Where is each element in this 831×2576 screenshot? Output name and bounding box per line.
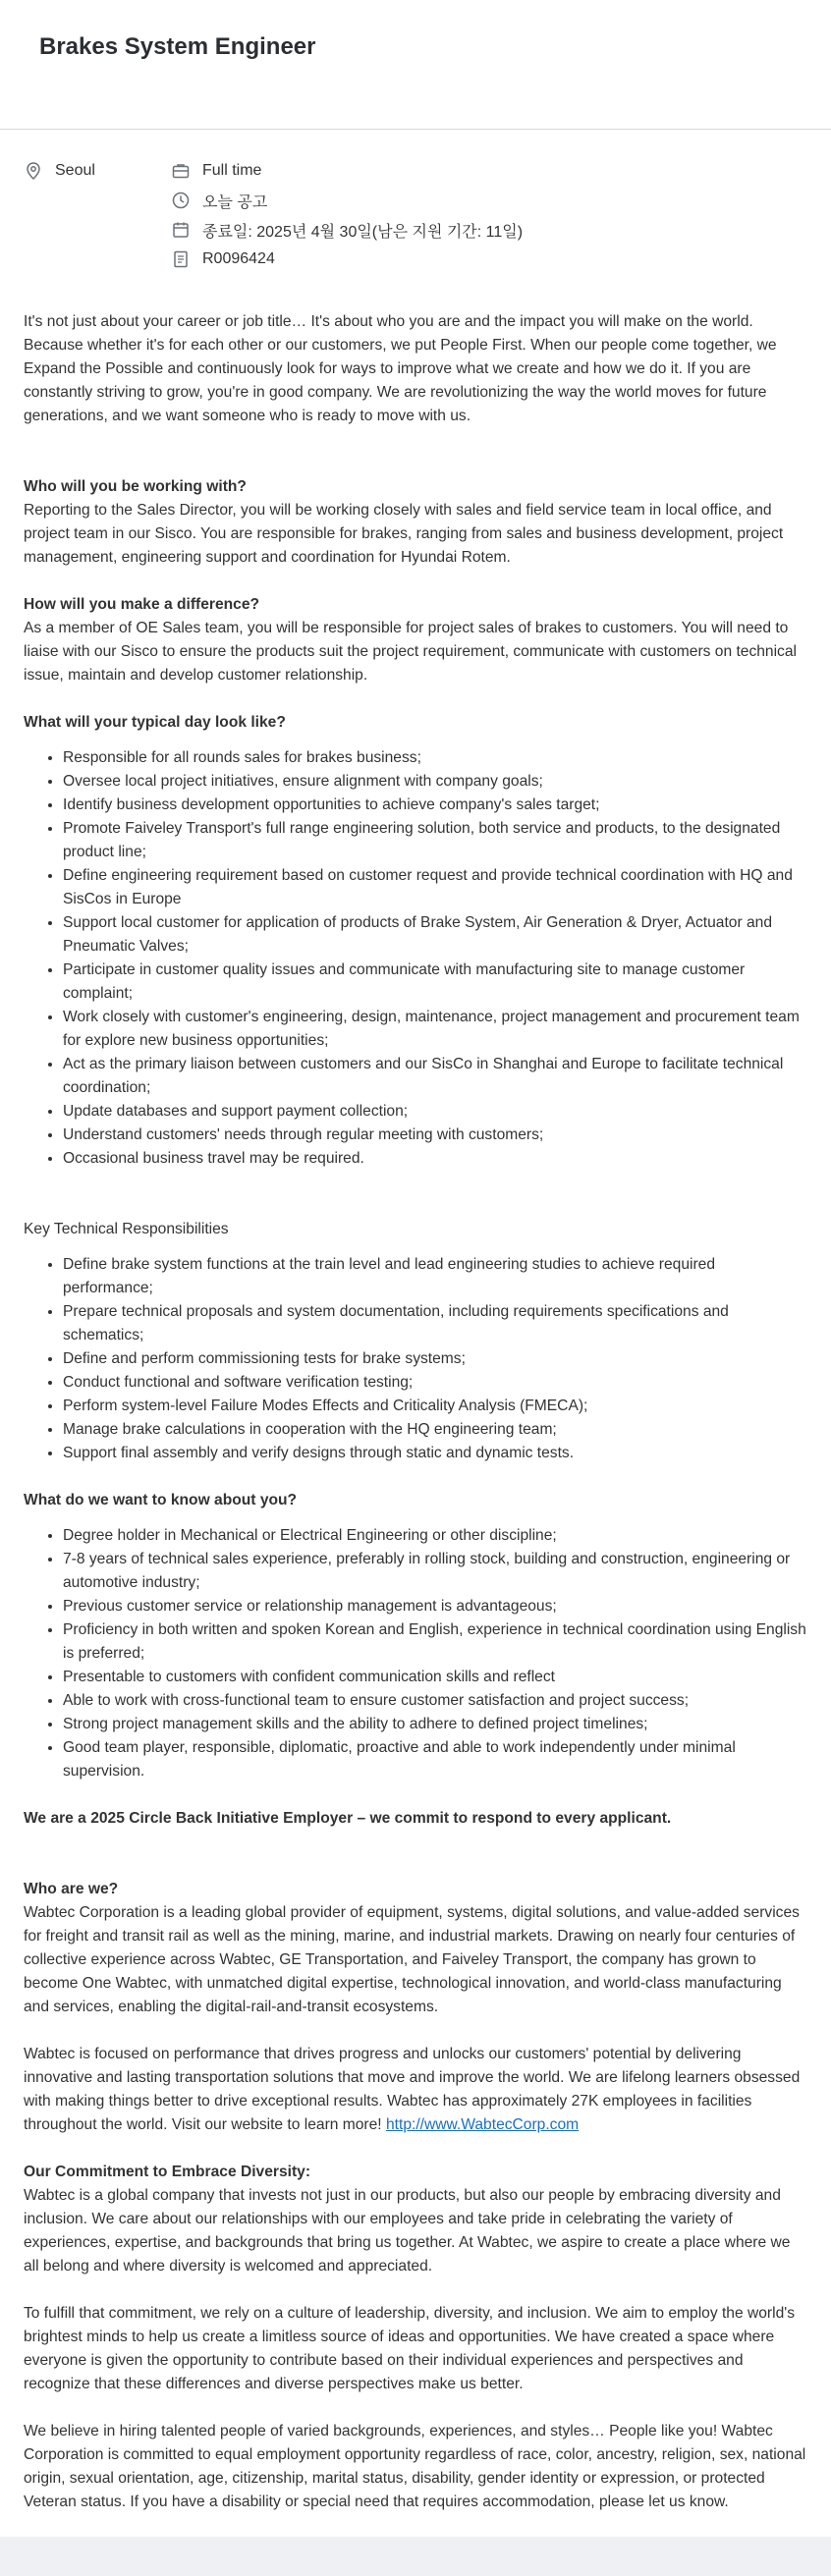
list-item: • Responsible for all rounds sales for brakes business; bbox=[63, 746, 807, 770]
circle-back-statement: We are a 2025 Circle Back Initiative Employer – we commit to respond to every applicant. bbox=[24, 1810, 672, 1827]
intro-text: It's not just about your career or job title… It's about who you are and the impact you will make on the world. Because whether it's for each other or our customers, we put People First. When our people come together, we Expand the Possible and continuously look for ways to improve what we create and how we do it. If you are constantly striving to grow, you're in good company. We are revolutionizing the way the world moves for future generations, and we want someone who is ready to move with us. bbox=[24, 313, 777, 424]
list-item: • Manage brake calculations in cooperation with the HQ engineering team; bbox=[63, 1418, 807, 1442]
end-date: 종료일: 2025년 4월 30일(남은 지원 기간: 11일) bbox=[202, 223, 524, 241]
list-item: • Good team player, responsible, diplomatic, proactive and able to work independently under minimal supervision. bbox=[63, 1736, 807, 1783]
typical-day-heading: What will your typical day look like? bbox=[24, 714, 286, 731]
diversity-text-2: To fulfill that commitment, we rely on a culture of leadership, diversity, and inclusion. We aim to employ the world's brightest minds to help us create a limitless source of ideas and opportunities. We have created a space where everyone is given the opportunity to contribute based on their individual experiences and perspectives and recognize that these differences and diverse perspectives make us better. bbox=[24, 2305, 796, 2392]
diversity-text: Wabtec is a global company that invests not just in our products, but also our people by embracing diversity and inclusion. We care about our relationships with our employees and take pride in celebrating the variety of experiences, expertise, and backgrounds that bring us together. At Wabtec, we aspire to create a place where we all belong and where diversity is welcomed and appreciated. bbox=[24, 2187, 791, 2275]
list-item: • Promote Faiveley Transport's full range engineering solution, both service and products, to the designated product line; bbox=[63, 817, 807, 864]
briefcase-icon bbox=[171, 161, 191, 181]
posted-date: 오늘 공고 bbox=[202, 193, 268, 211]
list-item: • Occasional business travel may be required. bbox=[63, 1147, 807, 1171]
diversity-heading: Our Commitment to Embrace Diversity: bbox=[24, 2164, 311, 2180]
working-with-heading: Who will you be working with? bbox=[24, 478, 247, 495]
list-item: • Act as the primary liaison between customers and our SisCo in Shanghai and Europe to facilitate technical coordination; bbox=[63, 1053, 807, 1100]
key-tech-heading: Key Technical Responsibilities bbox=[24, 1221, 229, 1237]
calendar-icon bbox=[171, 220, 191, 240]
wabtec-website-link[interactable]: http://www.WabtecCorp.com bbox=[385, 2116, 580, 2133]
job-meta bbox=[0, 130, 831, 271]
list-item: • Understand customers' needs through regular meeting with customers; bbox=[63, 1124, 807, 1147]
location-pin-icon bbox=[24, 161, 43, 181]
list-item: • Oversee local project initiatives, ensure alignment with company goals; bbox=[63, 770, 807, 794]
location-row bbox=[24, 159, 171, 183]
know-about-heading: What do we want to know about you? bbox=[24, 1492, 298, 1508]
who-we-are-text-2 bbox=[24, 2043, 807, 2137]
difference-text: As a member of OE Sales team, you will be responsible for project sales of brakes to customers. You will need to liaise with our Sisco to ensure the products suit the project requirement, communicate with customers on technical issue, maintain and develop customer relationship. bbox=[24, 620, 797, 684]
list-item: • Conduct functional and software verification testing; bbox=[63, 1371, 807, 1395]
list-item: • Perform system-level Failure Modes Effects and Criticality Analysis (FMECA); bbox=[63, 1395, 807, 1418]
list-item: • Update databases and support payment collection; bbox=[63, 1100, 807, 1124]
req-id-row bbox=[171, 247, 807, 271]
list-item: • Define brake system functions at the train level and lead engineering studies to achieve required performance; bbox=[63, 1253, 807, 1300]
list-item: • Identify business development opportunities to achieve company's sales target; bbox=[63, 794, 807, 817]
job-header bbox=[0, 0, 831, 130]
list-item: • Previous customer service or relationship management is advantageous; bbox=[63, 1595, 807, 1618]
know-about-list bbox=[24, 1524, 807, 1783]
list-item: • Prepare technical proposals and system documentation, including requirements specifications and schematics; bbox=[63, 1300, 807, 1347]
who-we-are-heading: Who are we? bbox=[24, 1881, 119, 1897]
clock-icon bbox=[171, 191, 191, 210]
employment-type: Full time bbox=[202, 162, 262, 179]
list-item: • Proficiency in both written and spoken Korean and English, experience in technical coordination using English is preferred; bbox=[63, 1618, 807, 1666]
job-description bbox=[0, 271, 831, 2514]
employment-type-row bbox=[171, 159, 807, 183]
job-location: Seoul bbox=[55, 162, 95, 179]
job-title: Brakes System Engineer bbox=[39, 33, 316, 60]
list-item: • Strong project management skills and the ability to adhere to defined project timelines; bbox=[63, 1713, 807, 1736]
posted-row bbox=[171, 189, 807, 212]
end-date-row bbox=[171, 218, 807, 242]
list-item: • Work closely with customer's engineering, design, maintenance, project management and procurement team for explore new business opportunities; bbox=[63, 1006, 807, 1053]
requisition-id: R0096424 bbox=[202, 250, 275, 267]
list-item: • Support final assembly and verify designs through static and dynamic tests. bbox=[63, 1442, 807, 1465]
list-item: • Presentable to customers with confident communication skills and reflect bbox=[63, 1666, 807, 1689]
list-item: • Support local customer for application of products of Brake System, Air Generation & Dryer, Actuator and Pneumatic Valves; bbox=[63, 911, 807, 959]
who-we-are-text: Wabtec Corporation is a leading global provider of equipment, systems, digital solutions, and value-added services for freight and transit rail as well as the mining, marine, and industrial markets. Drawing on nearly four centuries of collective experience across Wabtec, GE Transportation, and Faiveley Transport, the company has grown to become One Wabtec, with unmatched digital expertise, technological innovation, and world-class manufacturing and services, enabling the digital-rail-and-transit ecosystems. bbox=[24, 1904, 800, 2015]
working-with-text: Reporting to the Sales Director, you will be working closely with sales and field service team in local office, and project team in our Sisco. You are responsible for brakes, ranging from sales and business development, project management, engineering support and coordination for Hyundai Rotem. bbox=[24, 502, 784, 566]
typical-day-list bbox=[24, 746, 807, 1171]
list-item: • Define engineering requirement based on customer request and provide technical coordination with HQ and SisCos in Europe bbox=[63, 864, 807, 911]
list-item: • Participate in customer quality issues and communicate with manufacturing site to manage customer complaint; bbox=[63, 959, 807, 1006]
list-item: • Able to work with cross-functional team to ensure customer satisfaction and project success; bbox=[63, 1689, 807, 1713]
list-item: • Define and perform commissioning tests for brake systems; bbox=[63, 1347, 807, 1371]
diversity-text-3: We believe in hiring talented people of varied backgrounds, experiences, and styles… People like you! Wabtec Corporation is committed to equal employment opportunity regardless of race, color, ancestry, religion, sex, national origin, sexual orientation, age, citizenship, marital status, disability, gender identity or expression, or protected Veteran status. If you have a disability or special need that requires accommodation, please let us know. bbox=[24, 2423, 806, 2510]
document-id-icon bbox=[171, 249, 191, 269]
list-item: • Degree holder in Mechanical or Electrical Engineering or other discipline; bbox=[63, 1524, 807, 1548]
who-we-are-text-2-body: Wabtec is focused on performance that drives progress and unlocks our customers' potential by delivering innovative and lasting transportation solutions that move and improve the world. We are lifelong learners obsessed with making things better to drive exceptional results. Wabtec has approximately 27K employees in facilities throughout the world. Visit our website to learn more! bbox=[24, 2046, 801, 2133]
list-item: • 7-8 years of technical sales experience, preferably in rolling stock, building and construction, engineering or automotive industry; bbox=[63, 1548, 807, 1595]
difference-heading: How will you make a difference? bbox=[24, 596, 260, 613]
key-tech-list bbox=[24, 1253, 807, 1465]
